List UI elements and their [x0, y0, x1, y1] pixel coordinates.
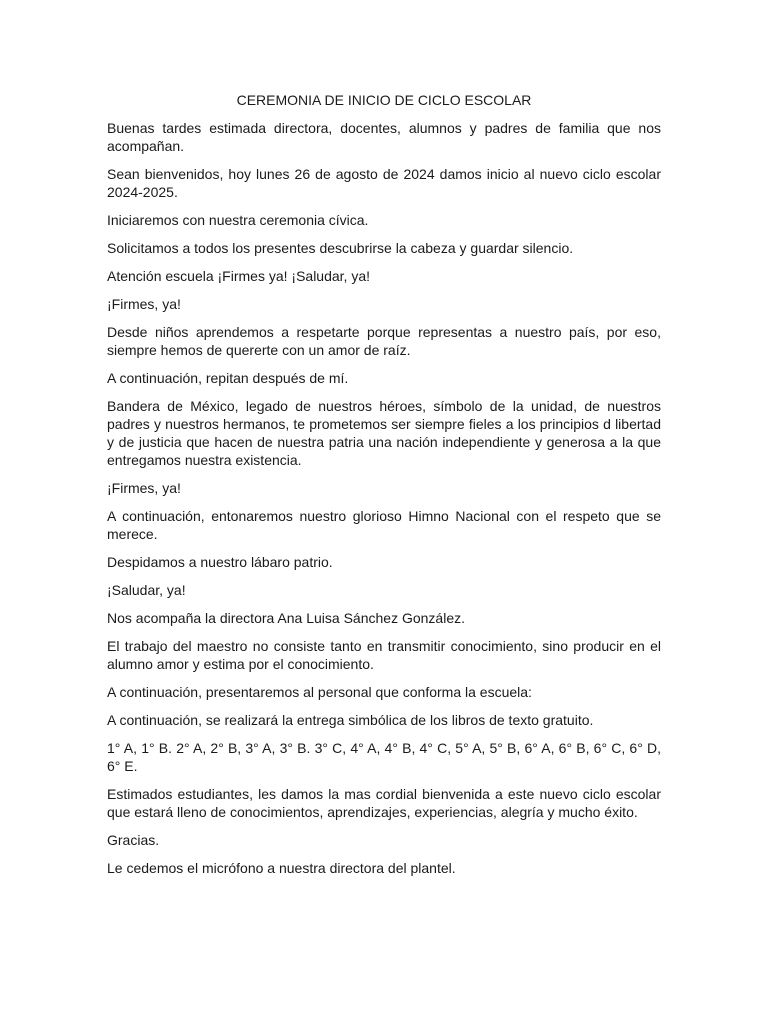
document-body	[107, 91, 661, 887]
paragraph-civic-ceremony: Iniciaremos con nuestra ceremonia cívica.	[107, 212, 369, 228]
paragraph-command: ¡Saludar, ya!	[107, 582, 186, 598]
paragraph-farewell-flag: Despidamos a nuestro lábaro patrio.	[107, 554, 333, 570]
paragraph-students-welcome: Estimados estudiantes, les damos la mas cordial bienvenida a este nuevo ciclo escolar que estará lleno de conocimientos, aprendizajes, experiencias, alegría y mucho éxito.	[107, 786, 661, 820]
paragraph-welcome: Sean bienvenidos, hoy lunes 26 de agosto de 2024 damos inicio al nuevo ciclo escolar 2024-2025.	[107, 166, 661, 200]
paragraph-greeting: Buenas tardes estimada directora, docentes, alumnos y padres de familia que nos acompañan.	[107, 120, 661, 154]
paragraph-attention: Atención escuela ¡Firmes ya! ¡Saludar, ya!	[107, 268, 371, 284]
paragraph-command: ¡Firmes, ya!	[107, 480, 181, 496]
paragraph-staff: A continuación, presentaremos al personal que conforma la escuela:	[107, 684, 532, 700]
paragraph-microphone: Le cedemos el micrófono a nuestra directora del plantel.	[107, 860, 456, 876]
paragraph-command: ¡Firmes, ya!	[107, 296, 181, 312]
document-title: CEREMONIA DE INICIO DE CICLO ESCOLAR	[236, 92, 532, 108]
paragraph-director: Nos acompaña la directora Ana Luisa Sánchez González.	[107, 610, 465, 626]
paragraph-textbooks: A continuación, se realizará la entrega simbólica de los libros de texto gratuito.	[107, 712, 594, 728]
paragraph-anthem: A continuación, entonaremos nuestro glorioso Himno Nacional con el respeto que se merece.	[107, 508, 661, 542]
paragraph-flag-respect: Desde niños aprendemos a respetarte porque representas a nuestro país, por eso, siempre hemos de quererte con un amor de raíz.	[107, 324, 661, 358]
paragraph-teacher-quote: El trabajo del maestro no consiste tanto en transmitir conocimiento, sino producir en el alumno amor y estima por el conocimiento.	[107, 638, 661, 672]
paragraph-flag-oath: Bandera de México, legado de nuestros héroes, símbolo de la unidad, de nuestros padres y nuestros hermanos, te prometemos ser siempre fieles a los principios d libertad y de justicia que hacen de nuestra patria una nación independiente y generosa a la que entregamos nuestra existencia.	[107, 398, 661, 468]
paragraph-silence-request: Solicitamos a todos los presentes descubrirse la cabeza y guardar silencio.	[107, 240, 574, 256]
paragraph-thanks: Gracias.	[107, 832, 160, 848]
paragraph-groups: 1° A, 1° B. 2° A, 2° B, 3° A, 3° B. 3° C, 4° A, 4° B, 4° C, 5° A, 5° B, 6° A, 6° B, 6° C, 6° D, 6° E.	[107, 740, 661, 774]
paragraph-repeat: A continuación, repitan después de mí.	[107, 370, 349, 386]
